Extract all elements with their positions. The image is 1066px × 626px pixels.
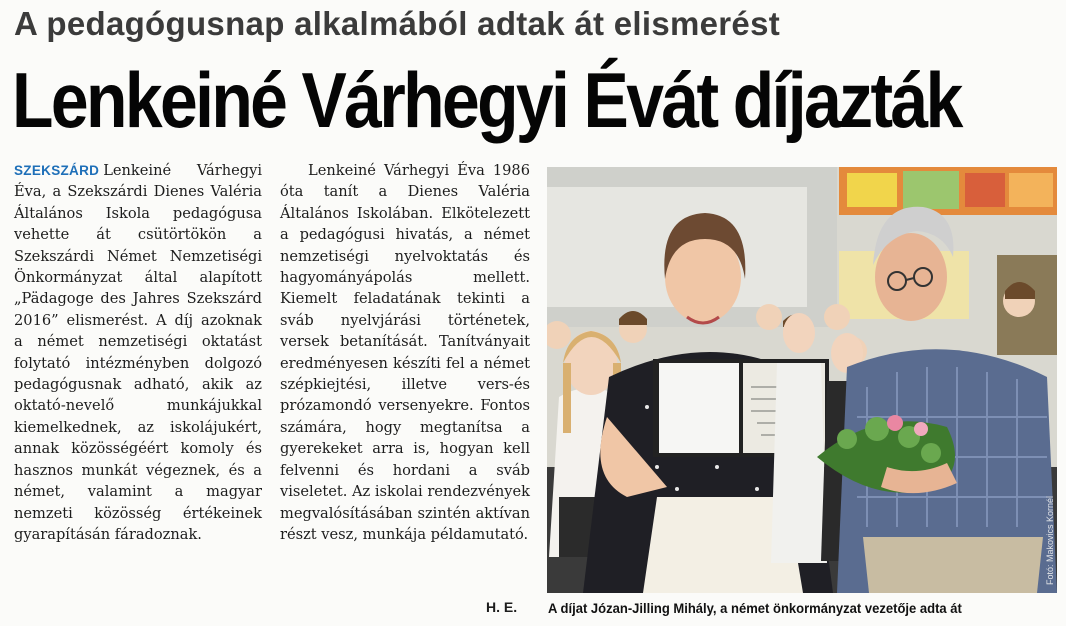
dateline: SZEKSZÁRD xyxy=(14,163,100,178)
photo-credit: Fotó: Makovics Kornél xyxy=(1045,495,1055,585)
byline: H. E. xyxy=(486,599,518,615)
article-column-1 xyxy=(14,160,262,545)
article-headline: Lenkeiné Várhegyi Évát díjazták xyxy=(12,56,961,144)
column-2-text: Lenkeiné Várhegyi Éva 1986 óta tanít a Dienes Valéria Általános Iskolában. Elkötelezett a pedagógusi hivatás, a német nemzetiségi nyelvoktatás és hagyományápolás mellett. Kiemelt feladatának tekinti a sváb nyelvjárási történetek, versek betanítását. Tanítványait eredményesen készíti fel a német szépkiejtési, illetve vers-és prózamondó versenyekre. Fontos számára, hogy megtanítsa a gyerekeket arra is, hogyan kell felvenni és hordani a sváb viseletet. Az iskolai rendezvények megvalósításában szintén aktívan részt vesz, munkája példamutató. xyxy=(280,162,530,543)
article-column-2 xyxy=(280,160,530,545)
photo-caption: A díjat Józan-Jilling Mihály, a német önkormányzat vezetője adta át xyxy=(548,600,962,616)
award-photo xyxy=(547,167,1057,593)
column-1-text: Lenkeiné Várhegyi Éva, a Szekszárdi Dienes Valéria Általános Iskola pedagógusa vehette át csütörtökön a Szekszárdi Német Nemzetiségi Önkormányzat által alapított „Pädagoge des Jahres Szekszárd 2016” elismerést. A díj azoknak a német nemzetiségi oktatást folytató intézményben dolgozó pedagógusnak adható, akik az oktató-nevelő munkájukkal kiemelkednek, az iskolájukért, annak közösségéért komoly és hasznos munkát végeznek, és a német, valamint a magyar nemzeti közösség értékeinek gyarapításán fáradoznak. xyxy=(14,162,262,543)
article-kicker: A pedagógusnap alkalmából adtak át elismerést xyxy=(14,5,781,42)
